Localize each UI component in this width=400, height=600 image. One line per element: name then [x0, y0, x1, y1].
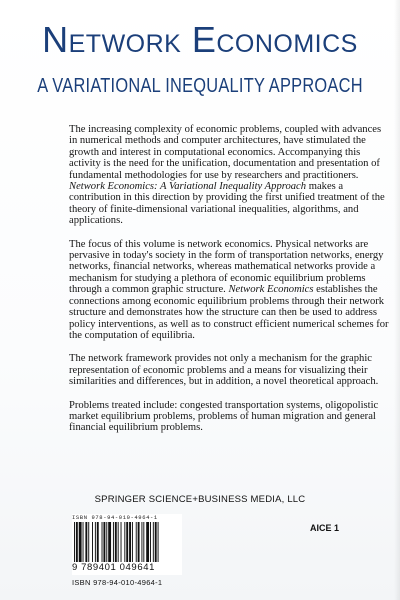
barcode-bar	[92, 522, 93, 562]
blurb-paragraph	[69, 124, 389, 227]
book-title: Network Economics	[42, 19, 358, 60]
barcode-bar	[83, 522, 84, 562]
barcode-bar	[136, 522, 137, 562]
barcode-bar	[126, 522, 128, 562]
barcode-bar	[95, 522, 96, 562]
barcode-bar	[76, 522, 78, 562]
barcode-bar	[74, 522, 75, 562]
barcode-bar	[146, 522, 149, 562]
barcode-bar	[132, 522, 133, 562]
blurb-run: The increasing complexity of economic problems, coupled with advances in numerical methods and computer architectures, have stimulated the growth and interest in computational economics. Accompanying this activity is the need for the unification, documentation and presentation of fundamental methodologies for use by researchers and practitioners.	[69, 124, 382, 181]
barcode-bar	[88, 522, 89, 562]
barcode-bar	[121, 522, 122, 562]
blurb-run: The network framework provides not only a mechanism for the graphic representation of economic problems and a means for visualizing their similarities and differences, but in addition, a novel theoretical approach.	[69, 353, 379, 388]
blurb-paragraph	[69, 400, 389, 434]
barcode-bar	[143, 522, 144, 562]
barcode-bar	[150, 522, 151, 562]
blurb-italic-run: Network Economics	[228, 284, 314, 296]
barcode-bar	[106, 522, 107, 562]
barcode-bar	[129, 522, 131, 562]
isbn-number: ISBN 978-94-010-4964-1	[72, 578, 163, 587]
barcode-bar	[153, 522, 154, 562]
blurb-paragraph	[69, 239, 389, 342]
barcode-bar	[115, 522, 117, 562]
blurb-run: establishes the connections among economic equilibrium problems through their network structure and demonstrates how the structure can then be used to address policy interventions, as well as to construct efficient numerical schemes for the computation of equilibria.	[69, 284, 389, 341]
barcode-bar	[138, 522, 140, 562]
barcode-bar	[85, 522, 87, 562]
barcode-isbn-label: ISBN 978-94-010-4964-1	[72, 514, 158, 521]
blurb-run: The focus of this volume is network economics. Physical networks are pervasive in today's society in the form of transportation networks, energy networks, financial networks, whereas mathematical networks provide a mechanism for studying a plethora of economic equilibrium problems through a common graphic structure.	[69, 238, 384, 296]
barcode-bar	[124, 522, 125, 562]
aice-code: AICE 1	[310, 523, 340, 533]
barcode-bar	[79, 522, 82, 562]
blurb-paragraph	[69, 353, 389, 387]
blurb-text	[69, 124, 389, 434]
barcode-bar	[97, 522, 99, 562]
barcode-bar	[155, 522, 157, 562]
barcode-ean-digits: 9 789401 049641	[72, 562, 155, 573]
barcode-bar	[141, 522, 142, 562]
blurb-run: makes a contribution in this direction by providing the first unified treatment of the theory of finite-dimensional variational inequalities, algorithms, and applications.	[69, 181, 385, 227]
barcode-bar	[108, 522, 111, 562]
barcode	[72, 514, 182, 575]
barcode-bars	[72, 522, 182, 562]
book-subtitle: A VARIATIONAL INEQUALITY APPROACH	[37, 75, 363, 97]
barcode-bar	[158, 522, 159, 562]
publisher-name: SPRINGER SCIENCE+BUSINESS MEDIA, LLC	[94, 494, 306, 505]
barcode-bar	[102, 522, 103, 562]
blurb-italic-run: Network Economics: A Variational Inequality Approach	[69, 181, 307, 193]
barcode-bar	[103, 522, 105, 562]
blurb-run: Problems treated include: congested transportation systems, oligopolistic market equilibrium problems, problems of human migration and general financial equilibrium problems.	[69, 399, 379, 434]
barcode-bar	[118, 522, 119, 562]
barcode-bar	[113, 522, 114, 562]
